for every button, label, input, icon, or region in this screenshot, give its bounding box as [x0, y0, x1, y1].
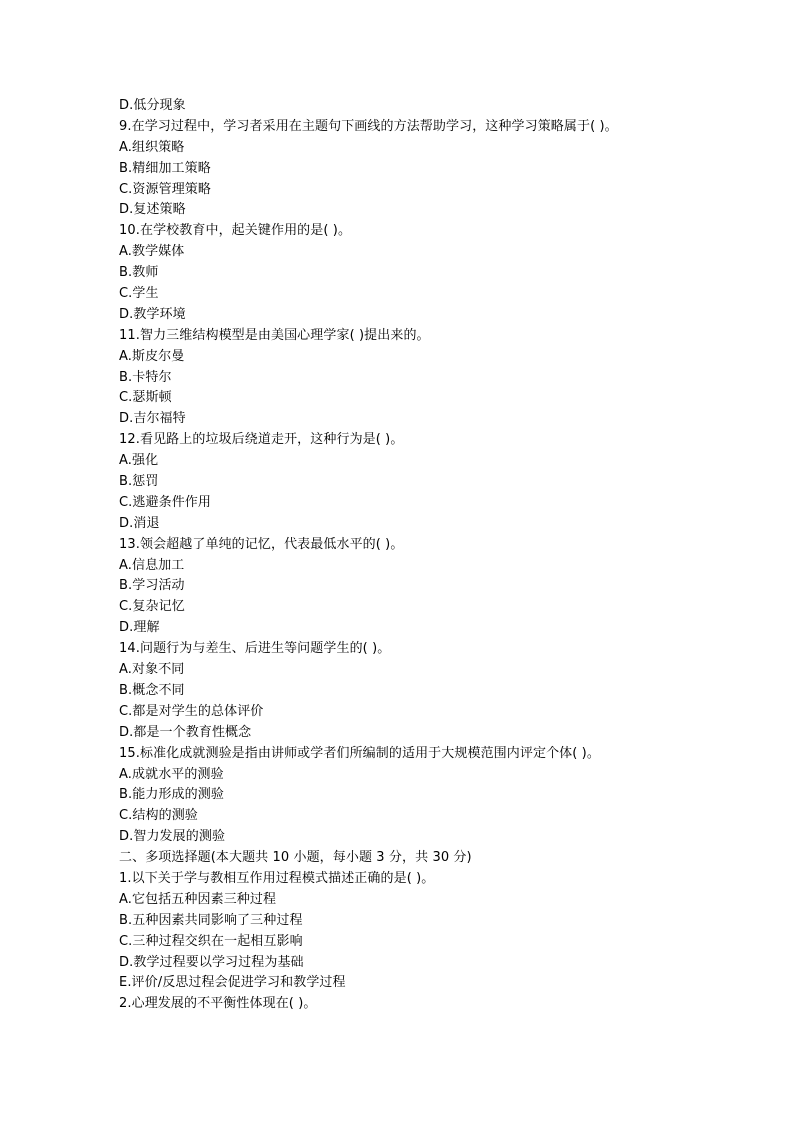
question-9: 9.在学习过程中，学习者采用在主题句下画线的方法帮助学习，这种学习策略属于( )。	[119, 118, 618, 134]
q9-option-d: D.复述策略	[119, 202, 186, 218]
q13-option-b: B.学习活动	[119, 578, 185, 594]
mc-question-2: 2.心理发展的不平衡性体现在( )。	[119, 996, 317, 1012]
mc1-option-e: E.评价/反思过程会促进学习和教学过程	[119, 975, 346, 991]
q12-option-a: A.强化	[119, 453, 159, 469]
mc-question-1: 1.以下关于学与教相互作用过程模式描述正确的是( )。	[119, 870, 435, 886]
mc1-option-c: C.三种过程交织在一起相互影响	[119, 933, 303, 949]
option-d-prev-question: D.低分现象	[119, 98, 186, 113]
mc1-option-d: D.教学过程要以学习过程为基础	[119, 954, 304, 970]
q11-option-b: B.卡特尔	[119, 369, 172, 385]
question-10: 10.在学校教育中，起关键作用的是( )。	[119, 223, 352, 239]
exam-text-body	[119, 96, 719, 1015]
mc1-option-b: B.五种因素共同影响了三种过程	[119, 912, 303, 928]
mc1-option-a: A.它包括五种因素三种过程	[119, 891, 277, 907]
q10-option-a: A.教学媒体	[119, 244, 185, 260]
q11-option-d: D.吉尔福特	[119, 411, 186, 427]
q11-option-a: A.斯皮尔曼	[119, 348, 185, 364]
q14-option-a: A.对象不同	[119, 662, 185, 678]
question-14: 14.问题行为与差生、后进生等问题学生的( )。	[119, 641, 391, 657]
q15-option-a: A.成就水平的测验	[119, 766, 224, 782]
q12-option-d: D.消退	[119, 515, 160, 531]
q13-option-d: D.理解	[119, 620, 160, 636]
q10-option-c: C.学生	[119, 286, 159, 302]
q13-option-a: A.信息加工	[119, 557, 185, 573]
q9-option-b: B.精细加工策略	[119, 160, 211, 176]
q10-option-b: B.教师	[119, 265, 159, 281]
q14-option-d: D.都是一个教育性概念	[119, 724, 252, 740]
q15-option-b: B.能力形成的测验	[119, 787, 224, 803]
section-heading-multiple-choice: 二、多项选择题(本大题共 10 小题，每小题 3 分，共 30 分)	[119, 850, 472, 866]
q13-option-c: C.复杂记忆	[119, 599, 185, 615]
q14-option-b: B.概念不同	[119, 682, 185, 698]
q9-option-c: C.资源管理策略	[119, 181, 212, 197]
question-11: 11.智力三维结构模型是由美国心理学家( )提出来的。	[119, 327, 430, 343]
q14-option-c: C.都是对学生的总体评价	[119, 703, 264, 719]
q15-option-c: C.结构的测验	[119, 808, 198, 824]
question-13: 13.领会超越了单纯的记忆，代表最低水平的( )。	[119, 536, 404, 552]
question-15: 15.标准化成就测验是指由讲师或学者们所编制的适用于大规模范围内评定个体( )。	[119, 745, 600, 761]
q9-option-a: A.组织策略	[119, 139, 185, 155]
q12-option-c: C.逃避条件作用	[119, 494, 212, 510]
question-12: 12.看见路上的垃圾后绕道走开，这种行为是( )。	[119, 432, 404, 448]
q11-option-c: C.瑟斯顿	[119, 390, 172, 406]
q10-option-d: D.教学环境	[119, 306, 186, 322]
q15-option-d: D.智力发展的测验	[119, 829, 226, 845]
q12-option-b: B.惩罚	[119, 474, 159, 490]
